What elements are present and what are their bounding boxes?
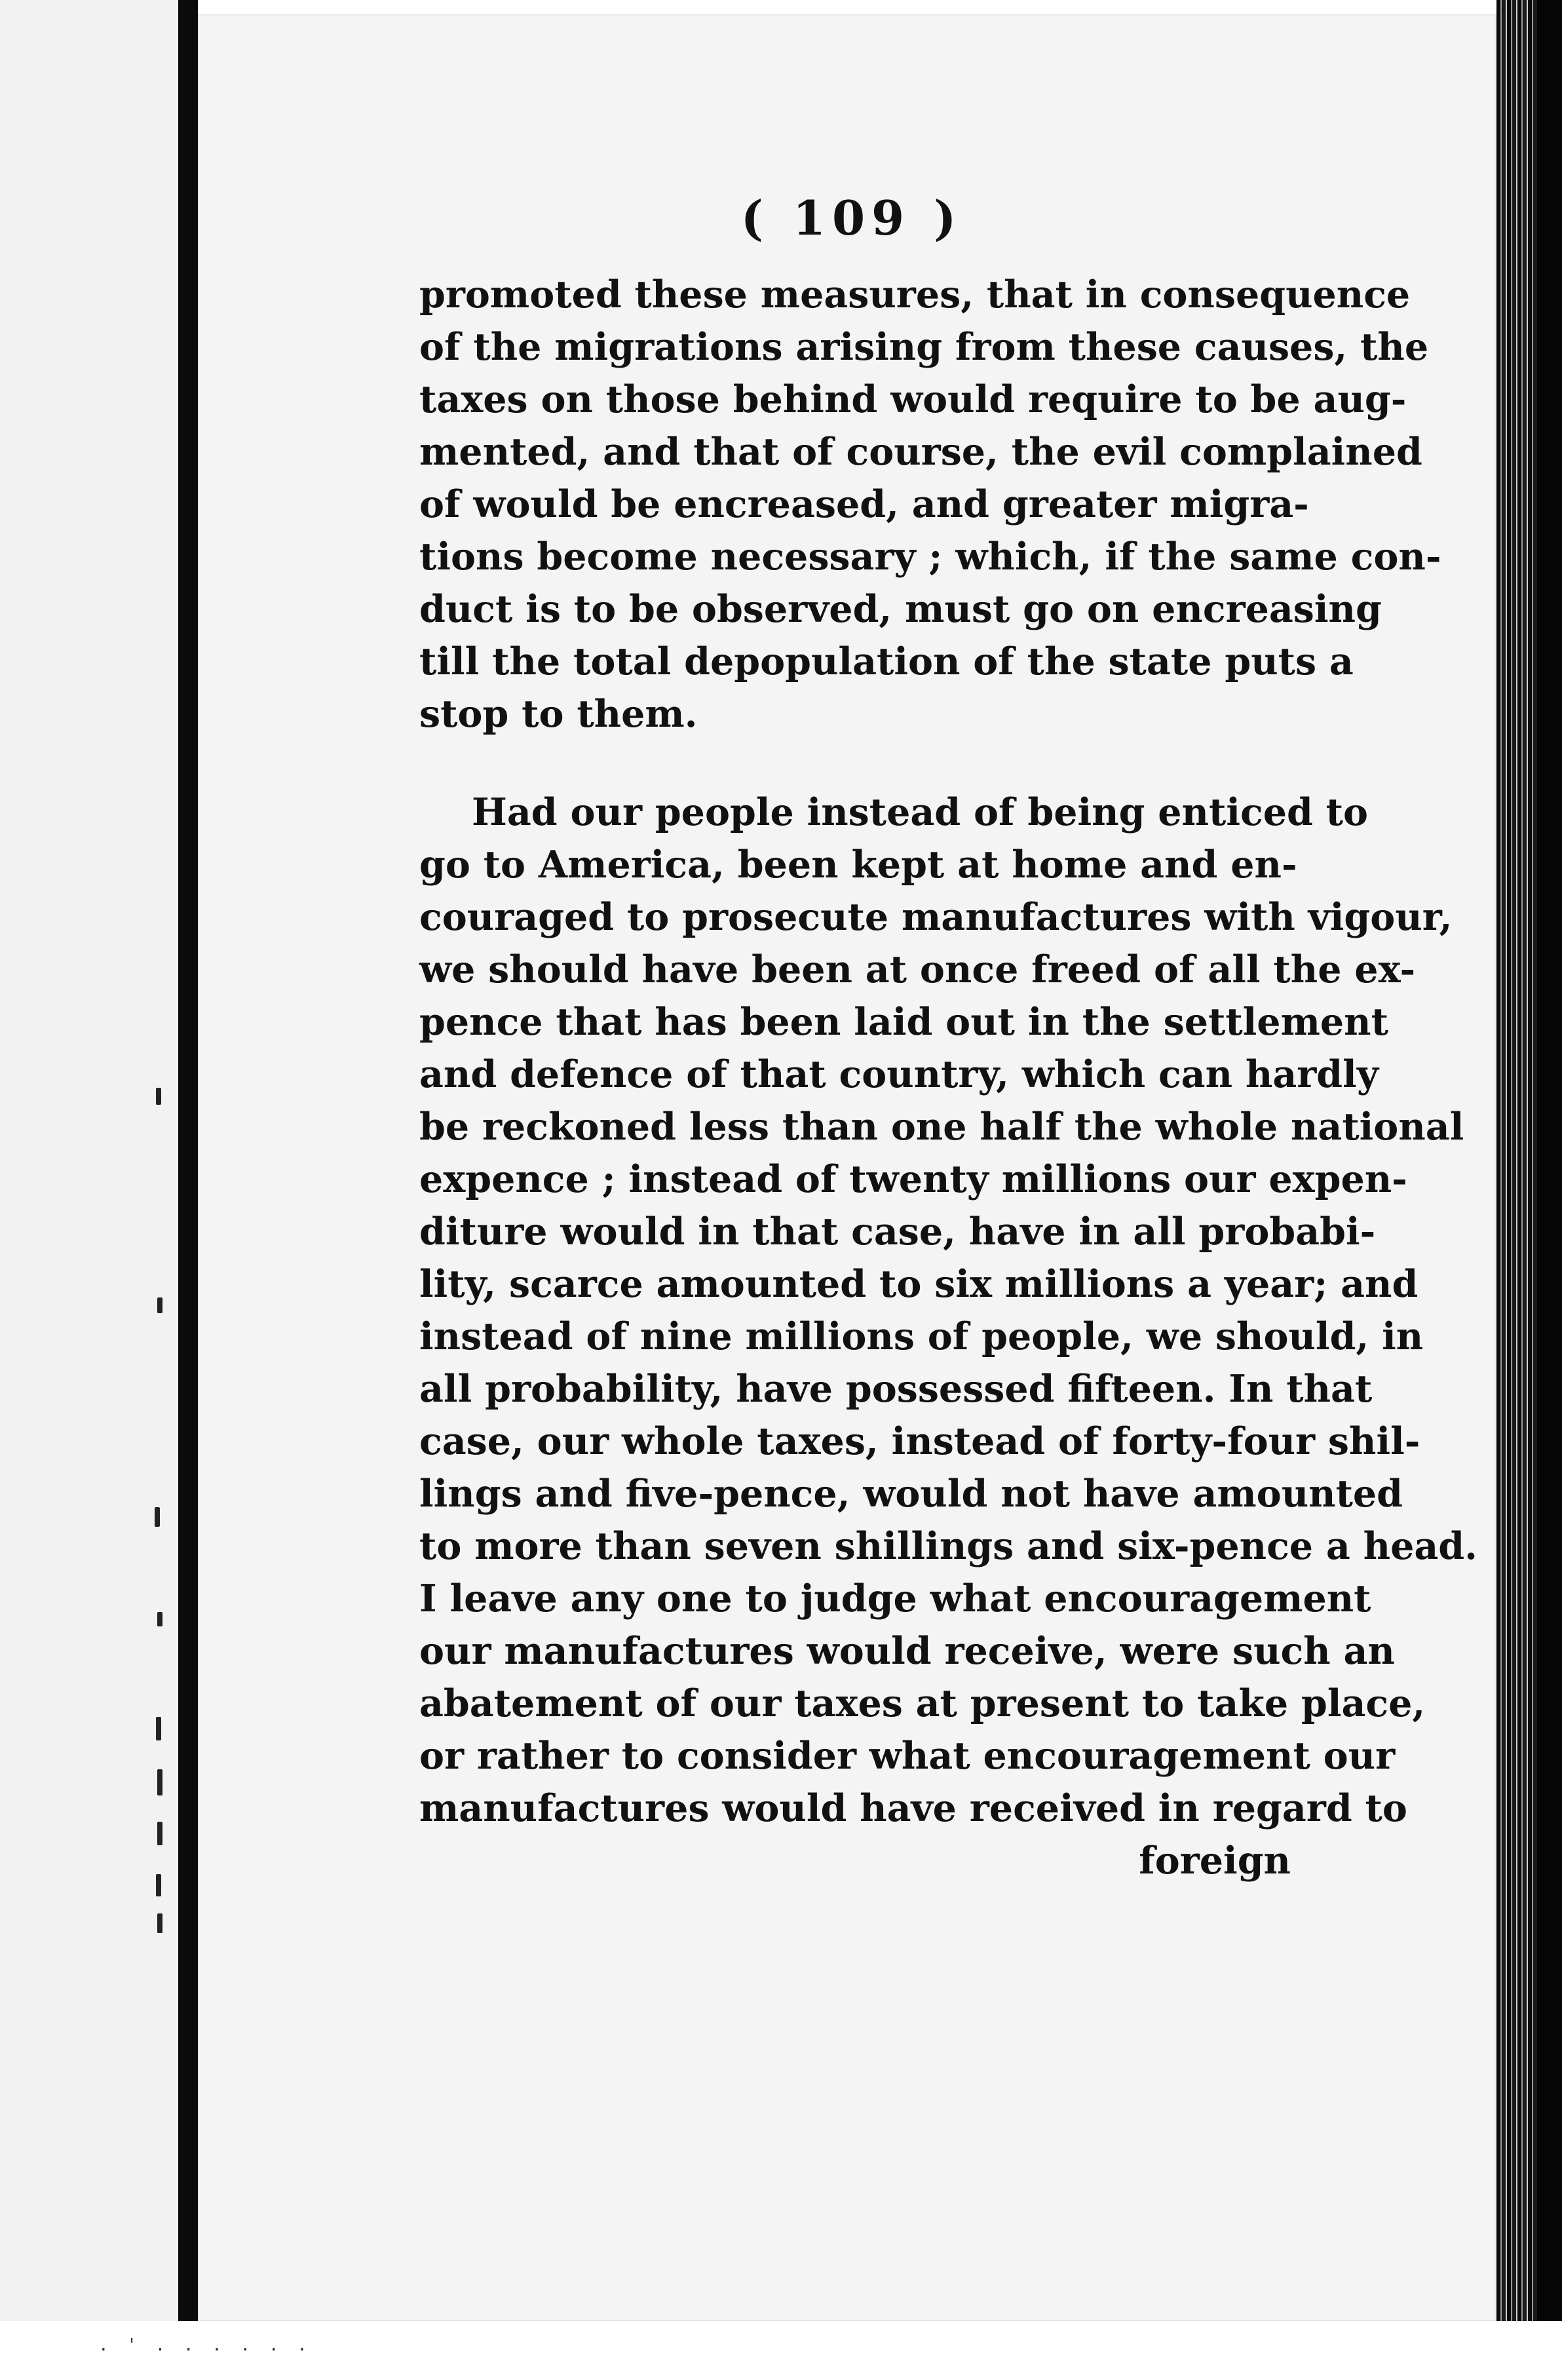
text-line: tions become necessary ; which, if the same con- [419,535,1441,579]
text-line: stop to them. [419,692,698,736]
page-body-text [419,269,1478,1887]
text-line: instead of nine millions of people, we should, in [419,1315,1424,1358]
text-line: our manufactures would receive, were such an [419,1629,1395,1673]
facing-page-text-edge [157,1769,162,1795]
text-line: be reckoned less than one half the whole national [419,1105,1464,1149]
text-line: I leave any one to judge what encouragement [419,1577,1371,1621]
facing-page-text-edge [156,1874,161,1896]
text-line: pence that has been laid out in the settlement [419,1000,1388,1044]
text-line: promoted these measures, that in consequence [419,273,1411,317]
facing-page-text-edge [156,1717,161,1740]
text-line: lity, scarce amounted to six millions a year; and [419,1262,1419,1306]
facing-page-left [0,0,178,2380]
text-line: go to America, been kept at home and en- [419,843,1297,887]
book-gutter [178,0,198,2380]
text-line: to more than seven shillings and six-pence a head. [419,1524,1478,1568]
text-line: and defence of that country, which can hardly [419,1052,1379,1096]
text-line: lings and five-pence, would not have amounted [419,1472,1403,1516]
facing-page-text-edge [156,1088,161,1105]
text-line: mented, and that of course, the evil complained [419,430,1422,474]
text-line: of would be encreased, and greater migra- [419,482,1309,526]
facing-page-text-edge [157,1822,162,1845]
text-line: taxes on those behind would require to be aug- [419,377,1407,421]
page-block-edges [1496,0,1562,2380]
text-line: till the total depopulation of the state puts a [419,640,1354,683]
page-number: ( 109 ) [740,190,963,246]
text-line: duct is to be observed, must go on encreasing [419,587,1382,631]
text-line: case, our whole taxes, instead of forty-four shil- [419,1419,1420,1463]
book-cover-edge [1537,0,1562,2380]
text-line: abatement of our taxes at present to take place, [419,1681,1426,1725]
paragraph-1 [419,269,1441,740]
text-line: manufactures would have received in regard to [419,1786,1407,1830]
facing-page-text-edge [157,1913,162,1933]
text-line: diture would in that case, have in all probabi- [419,1210,1376,1254]
text-line: of the migrations arising from these causes, the [419,325,1429,369]
text-line: expence ; instead of twenty millions our expen- [419,1157,1407,1201]
text-line: couraged to prosecute manufactures with vigour, [419,895,1453,939]
facing-page-text-edge [157,1297,162,1313]
text-line: Had our people instead of being enticed to [472,790,1368,834]
facing-page-text-edge [157,1612,162,1626]
scan-bottom-margin [0,2321,1562,2380]
text-line: all probability, have possessed fifteen. In that [419,1367,1373,1411]
paragraph-2 [419,786,1478,1835]
text-line: we should have been at once freed of all the ex- [419,948,1416,991]
facing-page-text-edge [155,1507,160,1527]
catchword: foreign [1139,1839,1291,1883]
margin-dots: . ' . . . . . . [98,2335,311,2355]
text-line: or rather to consider what encouragement our [419,1734,1396,1778]
